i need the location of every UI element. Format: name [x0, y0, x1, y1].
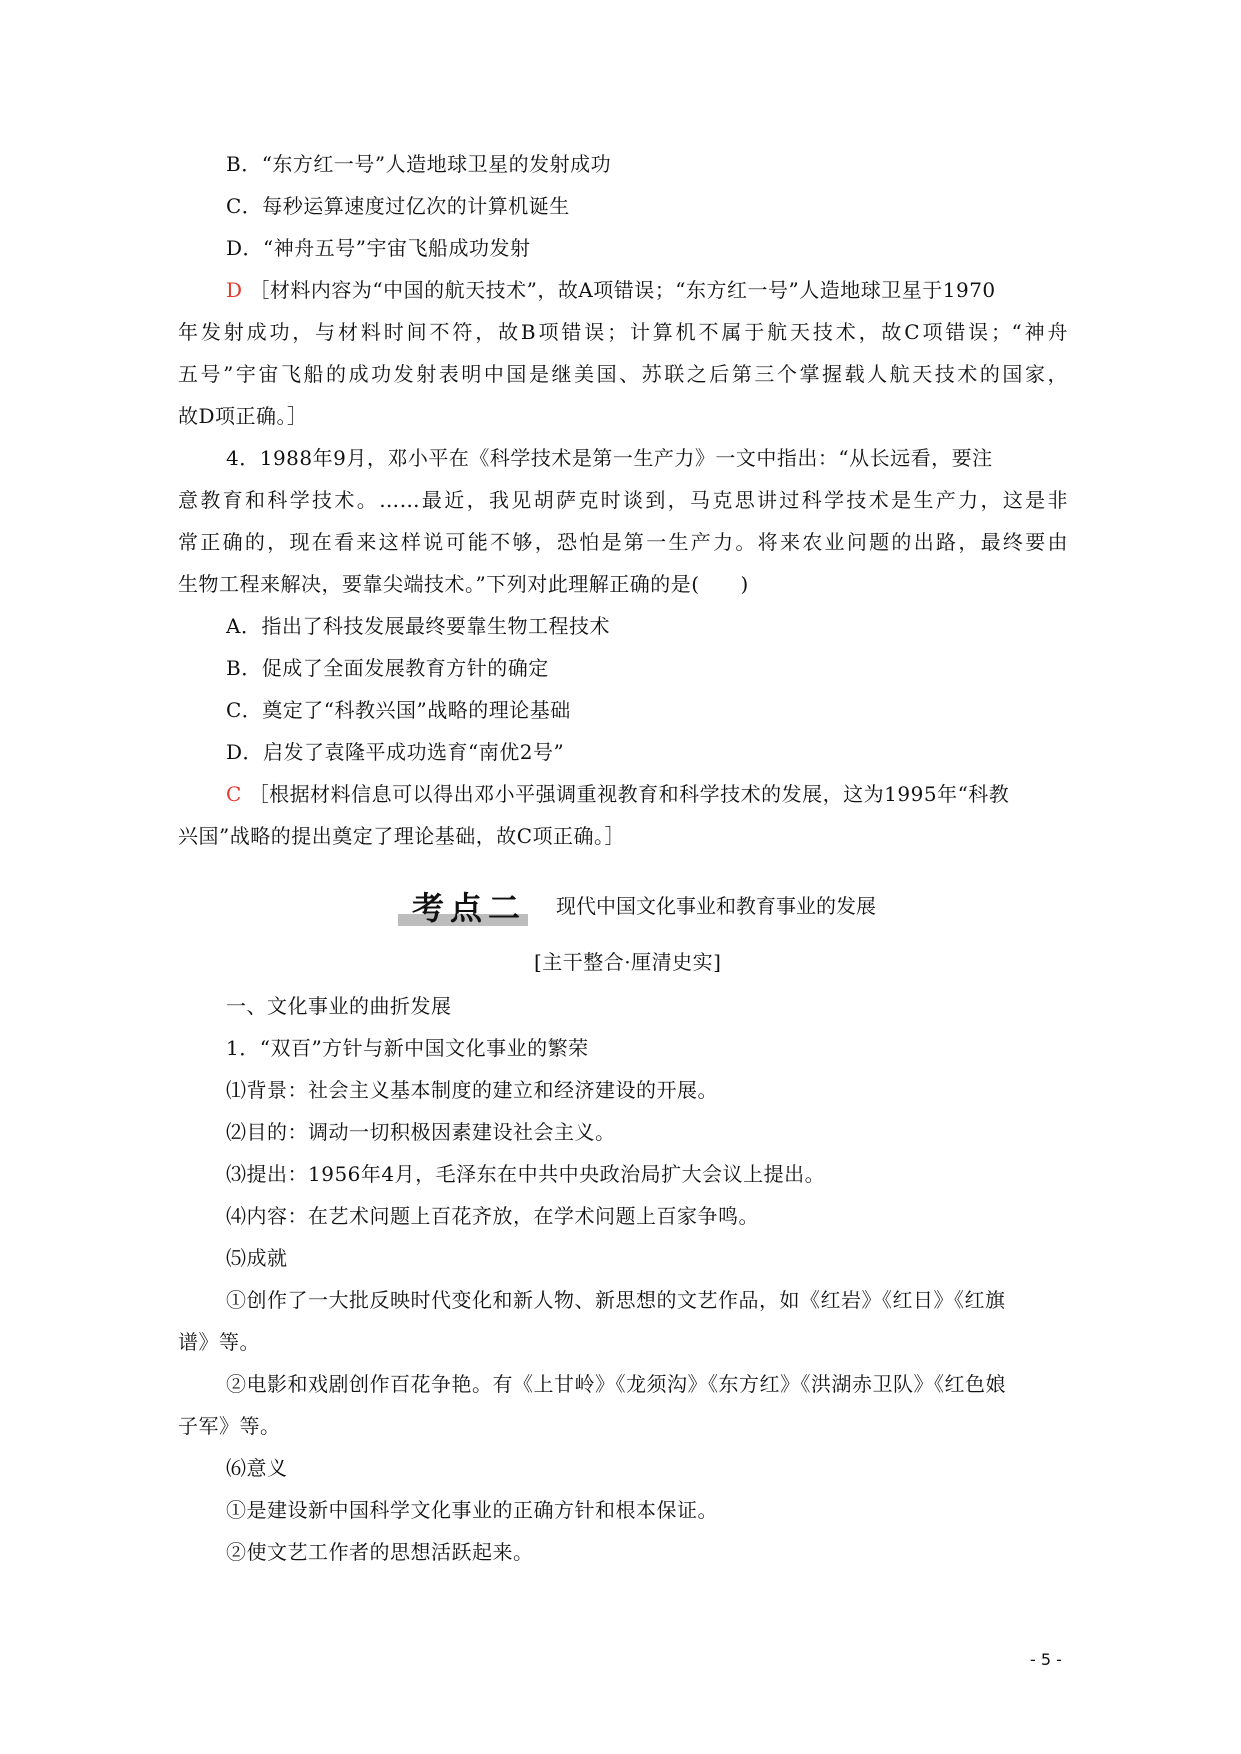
q4-option-b: B．促成了全面发展教育方针的确定 [226, 656, 549, 680]
q3-option-d: D．“神舟五号”宇宙飞船成功发射 [226, 236, 531, 260]
heading-double-hundred: 1．“双百”方针与新中国文化事业的繁荣 [226, 1036, 589, 1060]
item-content: ⑷内容：在艺术问题上百花齐放，在学术问题上百家争鸣。 [226, 1204, 759, 1228]
q4-option-d: D．启发了袁隆平成功选育“南优2号” [226, 740, 565, 764]
achievement-1-line1: ①创作了一大批反映时代变化和新人物、新思想的文艺作品，如《红岩》《红日》《红旗 [226, 1288, 1006, 1312]
section-subheading: [主干整合·厘清史实] [534, 950, 722, 974]
item-background: ⑴背景：社会主义基本制度的建立和经济建设的开展。 [226, 1078, 718, 1102]
achievement-2-line1: ②电影和戏剧创作百花争艳。有《上甘岭》《龙须沟》《东方红》《洪湖赤卫队》《红色娘 [226, 1372, 1006, 1396]
significance-2: ②使文艺工作者的思想活跃起来。 [226, 1540, 534, 1564]
section-badge-text: 考点二 [412, 889, 527, 927]
q4-answer-line1 [226, 782, 1009, 806]
q3-option-b: B．“东方红一号”人造地球卫星的发射成功 [226, 152, 612, 176]
q4-stem-line1: 4．1988年9月，邓小平在《科学技术是第一生产力》一文中指出：“从长远看，要注 [226, 446, 993, 470]
q4-answer-text: ［根据材料信息可以得出邓小平强调重视教育和科学技术的发展，这为1995年“科教 [248, 782, 1010, 806]
achievement-2-line2: 子军》等。 [178, 1414, 281, 1438]
q4-stem-line4: 生物工程来解决，要靠尖端技术。”下列对此理解正确的是( ) [178, 572, 749, 596]
q4-answer-letter: C [226, 782, 242, 806]
page-number: - 5 - [1030, 1650, 1062, 1669]
q3-answer-line2: 年发射成功，与材料时间不符，故B项错误；计算机不属于航天技术，故C项错误；“神舟 [178, 320, 1068, 344]
item-purpose: ⑵目的：调动一切积极因素建设社会主义。 [226, 1120, 616, 1144]
item-significance: ⑹意义 [226, 1456, 288, 1480]
heading-cultural-development: 一、文化事业的曲折发展 [226, 994, 452, 1018]
q3-answer-line4: 故D项正确。］ [178, 404, 308, 428]
q3-answer-text: ［材料内容为“中国的航天技术”，故A项错误；“东方红一号”人造地球卫星于1970 [249, 278, 996, 302]
significance-1: ①是建设新中国科学文化事业的正确方针和根本保证。 [226, 1498, 718, 1522]
q3-answer-letter: D [226, 278, 243, 302]
q4-stem-line2: 意教育和科学技术。……最近，我见胡萨克时谈到，马克思讲过科学技术是生产力，这是非 [178, 488, 1068, 512]
q3-option-c: C．每秒运算速度过亿次的计算机诞生 [226, 194, 570, 218]
item-achievements: ⑸成就 [226, 1246, 288, 1270]
q4-answer-line2: 兴国”战略的提出奠定了理论基础，故C项正确。］ [178, 824, 626, 848]
section-badge [398, 888, 528, 930]
section-title: 现代中国文化事业和教育事业的发展 [556, 894, 876, 918]
q3-answer-line1 [226, 278, 996, 302]
q3-answer-line3: 五号”宇宙飞船的成功发射表明中国是继美国、苏联之后第三个掌握载人航天技术的国家， [178, 362, 1068, 386]
item-proposal: ⑶提出：1956年4月，毛泽东在中共中央政治局扩大会议上提出。 [226, 1162, 826, 1186]
q4-option-c: C．奠定了“科教兴国”战略的理论基础 [226, 698, 571, 722]
achievement-1-line2: 谱》等。 [178, 1330, 260, 1354]
q4-stem-line3: 常正确的，现在看来这样说可能不够，恐怕是第一生产力。将来农业问题的出路，最终要由 [178, 530, 1068, 554]
q4-option-a: A．指出了科技发展最终要靠生物工程技术 [226, 614, 610, 638]
